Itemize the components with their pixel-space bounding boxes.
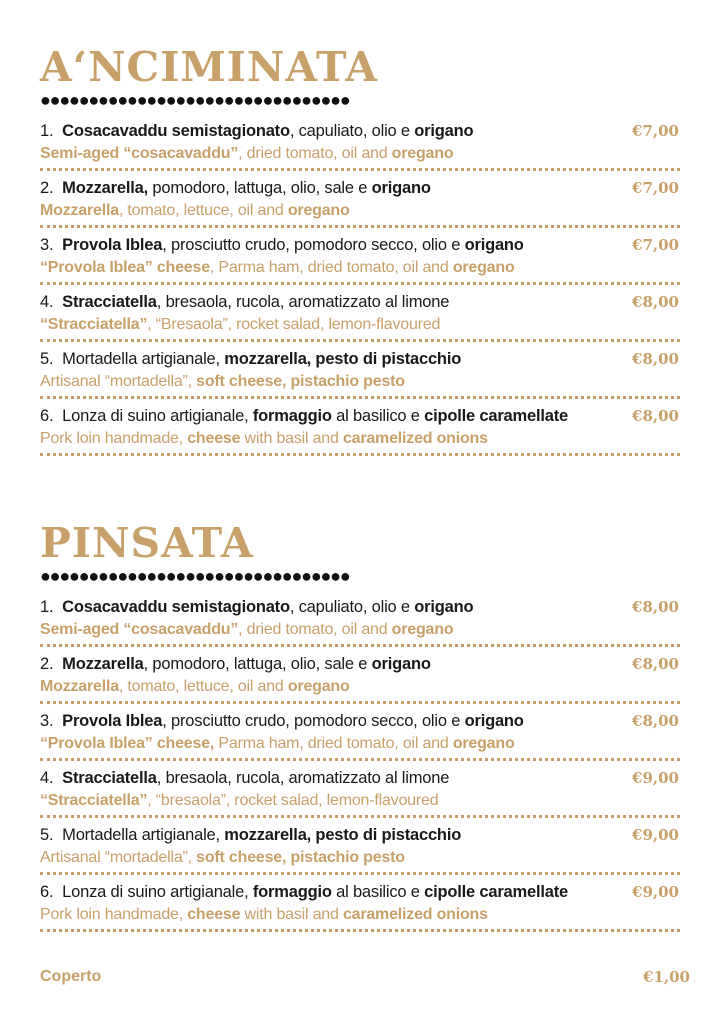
dots-separator: ●●●●●●●●●●●●●●●●●●●●●●●●●●●●●●●● xyxy=(40,90,350,110)
item-english-description xyxy=(40,847,650,869)
item-bold-text: oregano xyxy=(452,735,515,752)
dotted-divider xyxy=(40,168,680,171)
item-english-description xyxy=(40,257,650,279)
coperto-price: €1,00 xyxy=(643,968,690,986)
item-number: 4. xyxy=(40,769,54,787)
menu-item xyxy=(40,881,685,938)
item-italian-description xyxy=(40,653,640,675)
item-bold-text: Provola Iblea xyxy=(62,236,163,254)
item-bold-text: oregano xyxy=(391,621,454,638)
item-bold-text: origano xyxy=(464,712,524,730)
item-bold-text: cipolle caramellate xyxy=(424,883,568,901)
item-text: , prosciutto crudo, pomodoro secco, olio e xyxy=(162,712,465,730)
item-bold-text: cipolle caramellate xyxy=(424,407,568,425)
item-bold-text: Provola Iblea xyxy=(62,712,163,730)
item-english-description xyxy=(40,314,650,336)
item-italian-description xyxy=(40,710,640,732)
section-pinsata xyxy=(40,520,685,938)
menu-item xyxy=(40,348,685,405)
item-text: al basilico e xyxy=(331,883,425,901)
item-price: €9,00 xyxy=(632,826,679,844)
item-bold-text: origano xyxy=(414,598,474,616)
item-text: , tomato, lettuce, oil and xyxy=(118,202,288,219)
item-number: 1. xyxy=(40,122,54,140)
item-bold-text: origano xyxy=(371,179,431,197)
item-bold-text: oregano xyxy=(452,259,515,276)
dotted-divider xyxy=(40,453,680,456)
item-price: €7,00 xyxy=(632,236,679,254)
item-bold-text: caramelized onions xyxy=(342,430,488,447)
item-number: 6. xyxy=(40,883,54,901)
menu-item xyxy=(40,824,685,881)
item-number: 5. xyxy=(40,826,54,844)
item-text: Mortadella artigianale, xyxy=(62,350,225,368)
item-bold-text: mozzarella, pesto di pistacchio xyxy=(224,826,462,844)
item-italian-description xyxy=(40,405,640,427)
item-text: Artisanal “mortadella”, xyxy=(40,849,197,866)
item-text: , prosciutto crudo, pomodoro secco, olio e xyxy=(162,236,465,254)
menu-item xyxy=(40,291,685,348)
item-text: pomodoro, lattuga, olio, sale e xyxy=(147,179,372,197)
item-text: , tomato, lettuce, oil and xyxy=(118,678,288,695)
menu-item xyxy=(40,767,685,824)
item-text: Mortadella artigianale, xyxy=(62,826,225,844)
items-list xyxy=(40,596,685,938)
dotted-divider xyxy=(40,929,680,932)
item-text: , “bresaola”, rocket salad, lemon-flavoured xyxy=(147,792,439,809)
item-bold-text: soft cheese, pistachio pesto xyxy=(196,849,405,866)
item-price: €8,00 xyxy=(632,712,679,730)
item-bold-text: “Stracciatella” xyxy=(40,316,148,333)
item-bold-text: oregano xyxy=(287,202,350,219)
section-title: PINSATA xyxy=(40,519,254,567)
item-price: €8,00 xyxy=(632,598,679,616)
item-text: with basil and xyxy=(240,430,343,447)
item-italian-description xyxy=(40,177,640,199)
item-number: 1. xyxy=(40,598,54,616)
item-text: al basilico e xyxy=(331,407,425,425)
item-text: , capuliato, olio e xyxy=(289,122,415,140)
item-bold-text: “Provola Iblea” cheese, xyxy=(40,735,215,752)
item-price: €7,00 xyxy=(632,122,679,140)
item-bold-text: soft cheese, pistachio pesto xyxy=(196,373,405,390)
item-text: , “Bresaola”, rocket salad, lemon-flavoured xyxy=(147,316,441,333)
item-number: 4. xyxy=(40,293,54,311)
item-italian-description xyxy=(40,881,640,903)
item-bold-text: origano xyxy=(371,655,431,673)
item-bold-text: origano xyxy=(414,122,474,140)
item-price: €9,00 xyxy=(632,883,679,901)
dotted-divider xyxy=(40,396,680,399)
item-text: Pork loin handmade, xyxy=(40,430,188,447)
item-text: , dried tomato, oil and xyxy=(238,621,392,638)
item-number: 5. xyxy=(40,350,54,368)
item-bold-text: formaggio xyxy=(252,883,332,901)
item-bold-text: origano xyxy=(464,236,524,254)
dotted-divider xyxy=(40,815,680,818)
item-bold-text: Mozzarella xyxy=(40,678,119,695)
item-text: Parma ham, dried tomato, oil and xyxy=(214,735,453,752)
menu-item xyxy=(40,177,685,234)
item-bold-text: Semi-aged “cosacavaddu” xyxy=(40,621,239,638)
item-english-description xyxy=(40,143,650,165)
item-bold-text: “Stracciatella” xyxy=(40,792,148,809)
item-bold-text: Cosacavaddu semistagionato xyxy=(62,122,290,140)
item-italian-description xyxy=(40,824,640,846)
item-price: €9,00 xyxy=(632,769,679,787)
item-english-description xyxy=(40,790,650,812)
item-bold-text: Semi-aged “cosacavaddu” xyxy=(40,145,239,162)
item-bold-text: cheese xyxy=(187,430,241,447)
item-english-description xyxy=(40,904,650,926)
item-text: , bresaola, rucola, aromatizzato al limone xyxy=(156,293,450,311)
item-bold-text: Mozzarella xyxy=(62,655,144,673)
menu-item xyxy=(40,405,685,462)
menu-item xyxy=(40,596,685,653)
item-price: €7,00 xyxy=(632,179,679,197)
item-text: , pomodoro, lattuga, olio, sale e xyxy=(143,655,372,673)
coperto-label: Coperto xyxy=(40,968,102,985)
menu-item xyxy=(40,653,685,710)
item-text: Lonza di suino artigianale, xyxy=(62,883,253,901)
menu-item xyxy=(40,234,685,291)
section-anciminata xyxy=(40,44,685,462)
dotted-divider xyxy=(40,282,680,285)
item-number: 2. xyxy=(40,655,54,673)
item-italian-description xyxy=(40,767,640,789)
dots-separator: ●●●●●●●●●●●●●●●●●●●●●●●●●●●●●●●● xyxy=(40,566,350,586)
item-bold-text: Mozzarella, xyxy=(62,179,148,197)
item-english-description xyxy=(40,733,650,755)
item-text: Artisanal “mortadella”, xyxy=(40,373,197,390)
dotted-divider xyxy=(40,644,680,647)
item-bold-text: mozzarella, pesto di pistacchio xyxy=(224,350,462,368)
item-text: Pork loin handmade, xyxy=(40,906,188,923)
item-bold-text: “Provola Iblea” cheese xyxy=(40,259,210,276)
item-italian-description xyxy=(40,348,640,370)
coperto-row xyxy=(40,966,690,988)
item-english-description xyxy=(40,619,650,641)
item-italian-description xyxy=(40,291,640,313)
item-bold-text: oregano xyxy=(287,678,350,695)
item-text: , bresaola, rucola, aromatizzato al limone xyxy=(156,769,450,787)
items-list xyxy=(40,120,685,462)
item-english-description xyxy=(40,428,650,450)
dotted-divider xyxy=(40,339,680,342)
item-english-description xyxy=(40,676,650,698)
item-number: 3. xyxy=(40,712,54,730)
item-price: €8,00 xyxy=(632,407,679,425)
dotted-divider xyxy=(40,225,680,228)
item-english-description xyxy=(40,371,650,393)
menu-item xyxy=(40,120,685,177)
dotted-divider xyxy=(40,872,680,875)
item-bold-text: Cosacavaddu semistagionato xyxy=(62,598,290,616)
item-text: , dried tomato, oil and xyxy=(238,145,392,162)
dotted-divider xyxy=(40,701,680,704)
item-bold-text: Stracciatella xyxy=(62,293,157,311)
dotted-divider xyxy=(40,758,680,761)
item-italian-description xyxy=(40,234,640,256)
item-number: 6. xyxy=(40,407,54,425)
item-bold-text: Mozzarella xyxy=(40,202,119,219)
item-english-description xyxy=(40,200,650,222)
item-number: 3. xyxy=(40,236,54,254)
item-bold-text: cheese xyxy=(187,906,241,923)
item-bold-text: caramelized onions xyxy=(342,906,488,923)
item-price: €8,00 xyxy=(632,655,679,673)
item-text: , Parma ham, dried tomato, oil and xyxy=(209,259,453,276)
item-number: 2. xyxy=(40,179,54,197)
item-bold-text: Stracciatella xyxy=(62,769,157,787)
item-italian-description xyxy=(40,596,640,618)
item-text: Lonza di suino artigianale, xyxy=(62,407,253,425)
item-text: , capuliato, olio e xyxy=(289,598,415,616)
section-title: A‘NCIMINATA xyxy=(40,43,379,91)
item-bold-text: formaggio xyxy=(252,407,332,425)
item-text: with basil and xyxy=(240,906,343,923)
menu-item xyxy=(40,710,685,767)
item-italian-description xyxy=(40,120,640,142)
item-bold-text: oregano xyxy=(391,145,454,162)
item-price: €8,00 xyxy=(632,350,679,368)
item-price: €8,00 xyxy=(632,293,679,311)
